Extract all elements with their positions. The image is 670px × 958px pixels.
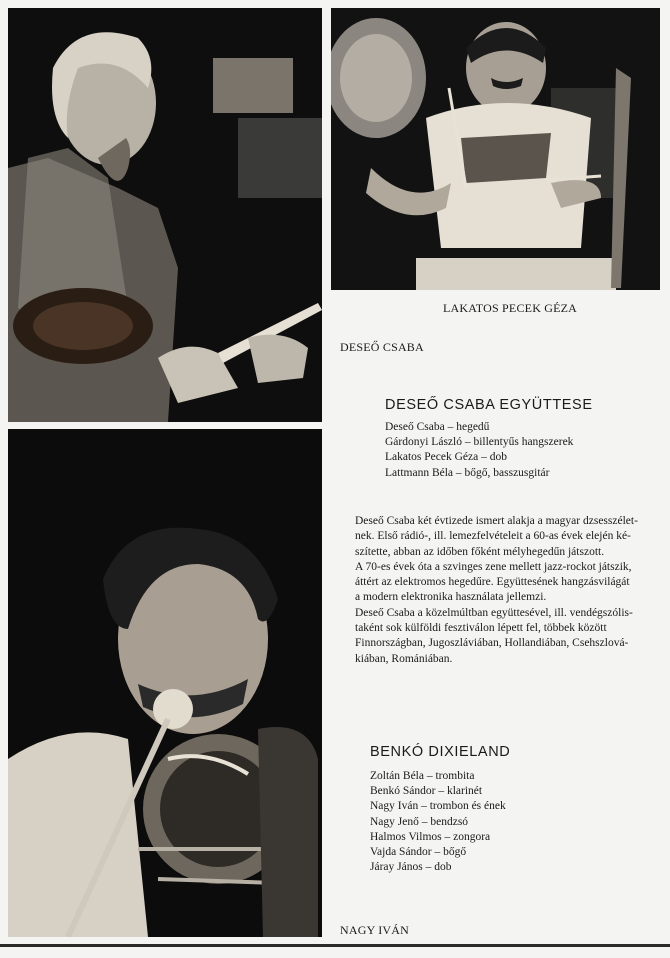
member-item: Deseő Csaba – hegedű	[385, 421, 490, 433]
member-item: Nagy Jenő – bendzsó	[370, 815, 469, 828]
benko-dixieland-heading: BENKÓ DIXIELAND	[370, 744, 511, 760]
member-item: Gárdonyi László – billentyűs hangszerek	[385, 436, 574, 449]
bio-line: Finnországban, Jugoszláviában, Hollandiában, Csehszlová-	[355, 637, 629, 650]
deseo-ensemble-heading: DESEŐ CSABA EGYÜTTESE	[385, 397, 593, 413]
bio-line: a modern elektronika használata jellemzi.	[355, 591, 547, 604]
bio-line: kiában, Romániában.	[355, 652, 453, 665]
bio-line: szítette, abban az időben főként mélyhegedűn játszott.	[355, 545, 605, 558]
member-item: Benkó Sándor – klarinét	[370, 785, 483, 798]
deseo-biography	[355, 514, 663, 667]
violinist-photo	[8, 8, 322, 422]
member-item: Zoltán Béla – trombita	[370, 770, 475, 782]
bio-line: nek. Első rádió-, ill. lemezfelvételeit a 60-as évek elején ké-	[355, 530, 631, 543]
bio-line: A 70-es évek óta a szvinges zene mellett jazz-rockot játszik,	[355, 560, 632, 573]
bottom-divider	[0, 944, 670, 947]
member-item: Lattmann Béla – bőgő, basszusgitár	[385, 466, 550, 479]
drummer-photo	[331, 8, 660, 290]
member-item: Járay János – dob	[370, 861, 452, 874]
trombonist-photo	[8, 429, 322, 937]
bio-line: Deseő Csaba két évtizede ismert alakja a magyar dzsesszélet-	[355, 515, 638, 527]
member-item: Nagy Iván – trombon és ének	[370, 800, 506, 813]
member-item: Halmos Vilmos – zongora	[370, 830, 491, 843]
member-item: Vajda Sándor – bőgő	[370, 846, 467, 859]
bio-line: taként sok külföldi fesztiválon lépett fel, többek között	[355, 622, 607, 635]
violinist-caption: DESEŐ CSABA	[340, 340, 424, 354]
member-item: Lakatos Pecek Géza – dob	[385, 451, 507, 464]
trombonist-caption: NAGY IVÁN	[340, 923, 410, 937]
deseo-member-list	[385, 420, 573, 481]
drummer-caption: LAKATOS PECEK GÉZA	[443, 301, 578, 315]
benko-member-list	[370, 769, 506, 875]
bio-line: Deseő Csaba a közelmúltban együttesével, ill. vendégszólis-	[355, 606, 633, 619]
bio-line: áttért az elektromos hegedűre. Együttesének hangzásvilágát	[355, 576, 630, 589]
